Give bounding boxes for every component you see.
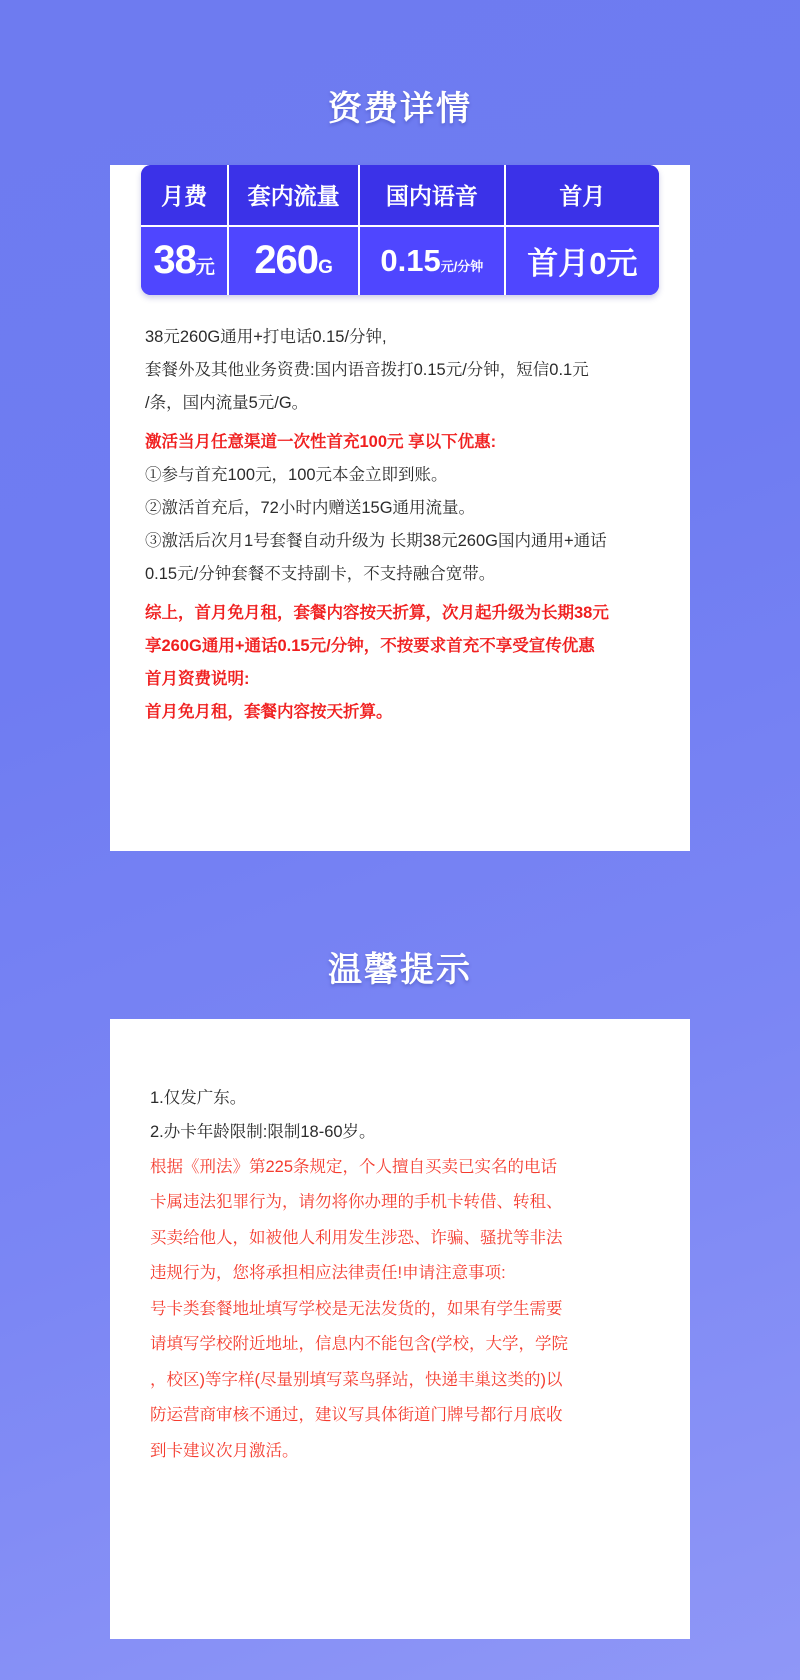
tips-red-line-6: 请填写学校附近地址，信息内不能包含(学校，大学，学院 — [150, 1335, 568, 1354]
tariff-table — [141, 165, 659, 295]
promo-point-2: ②激活首充后，72小时内赠送15G通用流量。 — [145, 498, 476, 517]
tips-red-line-1: 根据《刑法》第225条规定，个人擅自买卖已实名的电话 — [150, 1157, 558, 1176]
summary-line-4: 首月免月租，套餐内容按天折算。 — [145, 702, 393, 721]
tips-red-line-3: 买卖给他人，如被他人利用发生涉恐、诈骗、骚扰等非法 — [150, 1228, 563, 1247]
monthly-fee-unit: 元 — [195, 257, 215, 279]
voice-unit: 元/分钟 — [440, 258, 484, 274]
tips-line-1: 1.仅发广东。 — [150, 1088, 247, 1107]
tips-line-2: 2.办卡年龄限制:限制18-60岁。 — [150, 1123, 376, 1142]
table-value-row — [141, 225, 659, 295]
tariff-line-2: 套餐外及其他业务资费:国内语音拨打0.15元/分钟，短信0.1元 — [145, 360, 589, 379]
tips-red-line-4: 违规行为，您将承担相应法律责任!申请注意事项: — [150, 1264, 506, 1283]
tariff-line-1: 38元260G通用+打电话0.15/分钟, — [145, 327, 387, 346]
table-header-cell-first-month: 首月 — [506, 165, 659, 225]
voice-number: 0.15 — [380, 242, 441, 278]
tips-card — [110, 1019, 690, 1639]
table-header-cell-data: 套内流量 — [229, 165, 360, 225]
promo-heading: 激活当月任意渠道一次性首充100元 享以下优惠: — [145, 432, 497, 451]
tips-red-line-9: 到卡建议次月激活。 — [150, 1441, 299, 1460]
tips-description — [150, 1019, 650, 1470]
tariff-card — [110, 165, 690, 851]
promo-page — [0, 23, 800, 1680]
data-number: 260 — [254, 238, 319, 283]
tariff-line-3: /条，国内流量5元/G。 — [145, 393, 309, 412]
table-value-cell-voice — [360, 225, 506, 295]
monthly-fee-number: 38 — [153, 238, 196, 283]
tariff-description — [145, 321, 655, 729]
table-value-cell-data — [229, 225, 360, 295]
summary-line-1: 综上，首月免月租，套餐内容按天折算，次月起升级为长期38元 — [145, 603, 609, 622]
first-month-value: 首月0元 — [527, 246, 638, 282]
summary-line-2: 享260G通用+通话0.15元/分钟，不按要求首充不享受宣传优惠 — [145, 636, 595, 655]
summary-line-3: 首月资费说明: — [145, 669, 250, 688]
tips-red-line-5: 号卡类套餐地址填写学校是无法发货的，如果有学生需要 — [150, 1299, 563, 1318]
promo-point-3-cont: 0.15元/分钟套餐不支持副卡，不支持融合宽带。 — [145, 564, 496, 583]
table-header-row — [141, 165, 659, 225]
tips-red-line-2: 卡属违法犯罪行为，请勿将你办理的手机卡转借、转租、 — [150, 1193, 563, 1212]
tips-red-line-7: ，校区)等字样(尽量别填写菜鸟驿站，快递丰巢这类的)以 — [150, 1370, 563, 1389]
data-unit: G — [318, 257, 333, 279]
table-header-cell-voice: 国内语音 — [360, 165, 506, 225]
section-title-tips: 温馨提示 — [328, 950, 472, 989]
table-header-cell-monthly-fee: 月费 — [141, 165, 229, 225]
table-value-cell-first-month — [506, 225, 659, 295]
tips-red-line-8: 防运营商审核不通过，建议写具体街道门牌号都行月底收 — [150, 1406, 563, 1425]
section-title-tariff: 资费详情 — [328, 89, 472, 128]
table-value-cell-monthly-fee — [141, 225, 229, 295]
promo-point-1: ①参与首充100元，100元本金立即到账。 — [145, 465, 448, 484]
promo-point-3: ③激活后次月1号套餐自动升级为 长期38元260G国内通用+通话 — [145, 531, 607, 550]
